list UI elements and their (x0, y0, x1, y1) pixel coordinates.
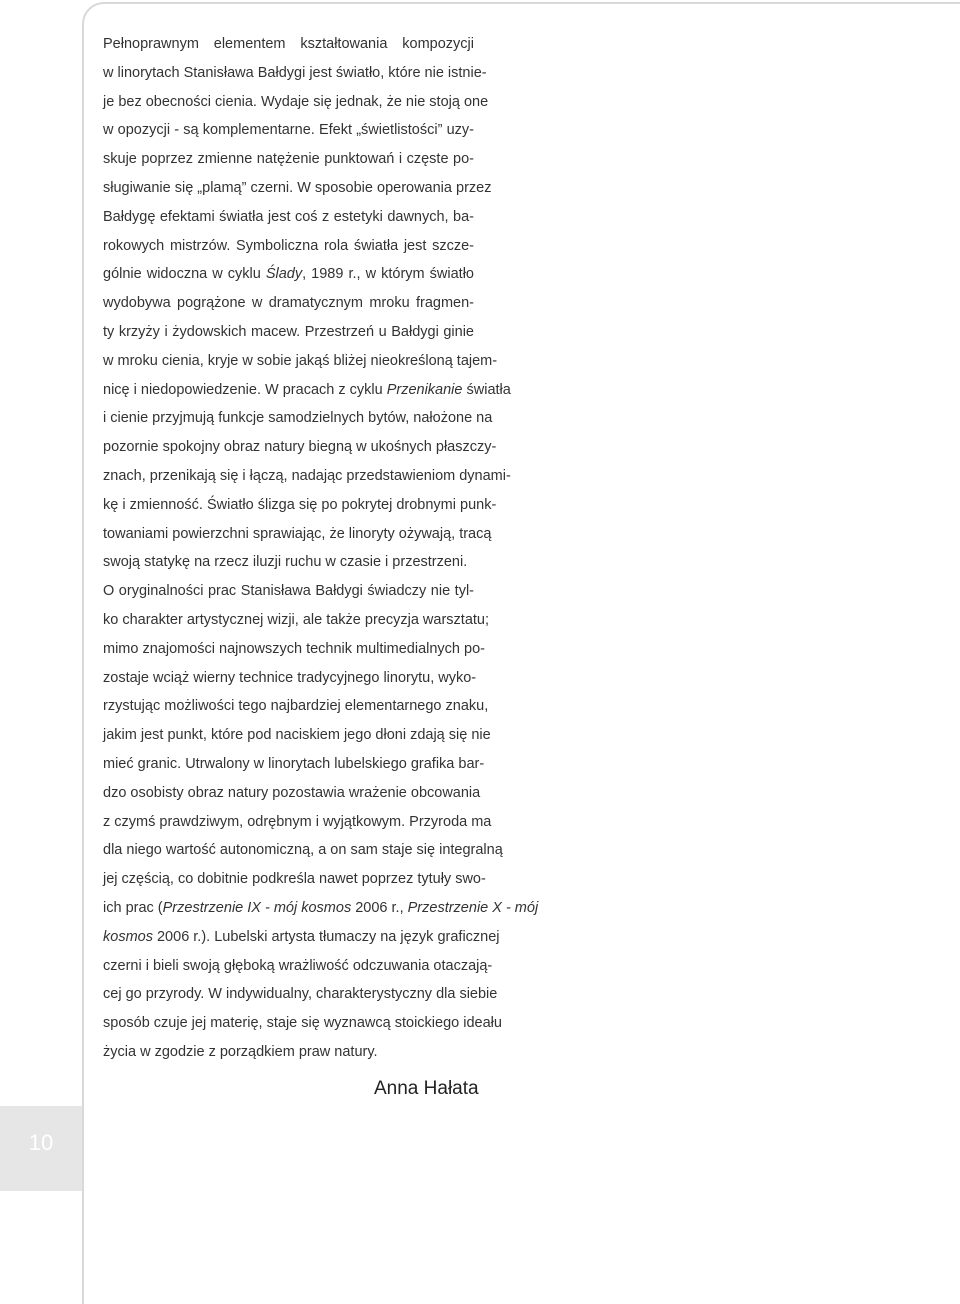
text-line: Bałdygę efektami światła jest coś z estetyki dawnych, ba- (103, 208, 474, 225)
text-line: zostaje wciąż wierny technice tradycyjnego linorytu, wyko- (103, 669, 477, 686)
text-line: cej go przyrody. W indywidualny, charakterystyczny dla siebie (103, 986, 498, 1003)
text-line: mieć granic. Utrwalony w linorytach lubelskiego grafika bar- (103, 755, 485, 772)
text-line: i cienie przyjmują funkcje samodzielnych bytów, nałożone na (103, 410, 493, 427)
text-line: ty krzyży i żydowskich macew. Przestrzeń u Bałdygi ginie (103, 323, 474, 340)
article-body (103, 30, 539, 1067)
text-line: sługiwanie się „plamą” czerni. W sposobie operowania przez (103, 179, 492, 196)
text-line: dzo osobisty obraz natury pozostawia wrażenie obcowania (103, 784, 481, 801)
text-line: skuje poprzez zmienne natężenie punktowań i częste po- (103, 151, 474, 168)
text-line: dla niego wartość autonomiczną, a on sam staje się integralną (103, 842, 503, 859)
text-line: sposób czuje jej materię, staje się wyznawcą stoickiego ideału (103, 1015, 502, 1032)
text-line: O oryginalności prac Stanisława Bałdygi świadczy nie tyl- (103, 583, 474, 600)
text-line: ich prac (Przestrzenie IX - mój kosmos 2006 r., Przestrzenie X - mój (103, 899, 539, 916)
text-line: kę i zmienność. Światło ślizga się po pokrytej drobnymi punk- (103, 496, 497, 513)
paragraph-2 (103, 577, 539, 1067)
text-line: pozornie spokojny obraz natury biegną w ukośnych płaszczy- (103, 439, 497, 456)
italic-title: Przenikanie (386, 381, 463, 398)
text-line: życia w zgodzie z porządkiem praw natury. (103, 1043, 378, 1060)
text-line: je bez obecności cienia. Wydaje się jednak, że nie stoją one (103, 93, 489, 110)
italic-title: Przestrzenie IX - mój kosmos (162, 899, 352, 916)
text-line: jakim jest punkt, które pod naciskiem jego dłoni zdają się nie (103, 727, 491, 744)
text-line: rzystując możliwości tego najbardziej elementarnego znaku, (103, 698, 489, 715)
text-line: w linorytach Stanisława Bałdygi jest światło, które nie istnie- (103, 64, 487, 81)
text-line: w opozycji - są komplementarne. Efekt „świetlistości” uzy- (103, 122, 474, 139)
italic-title: Przestrzenie X - mój (407, 899, 539, 916)
paragraph-1 (103, 30, 511, 577)
text-line: ko charakter artystycznej wizji, ale także precyzja warsztatu; (103, 611, 489, 628)
italic-title: kosmos (103, 928, 153, 945)
text-line: swoją statykę na rzecz iluzji ruchu w czasie i przestrzeni. (103, 554, 468, 571)
text-line: Pełnoprawnym elementem kształtowania kompozycji (103, 36, 474, 52)
text-line: mimo znajomości najnowszych technik multimedialnych po- (103, 640, 485, 657)
text-line: nicę i niedopowiedzenie. W pracach z cyklu Przenikanie światła (103, 381, 511, 398)
text-line: czerni i bieli swoją głęboką wrażliwość odczuwania otaczają- (103, 957, 493, 974)
text-line: rokowych mistrzów. Symboliczna rola światła jest szcze- (103, 237, 474, 254)
text-line: kosmos 2006 r.). Lubelski artysta tłumaczy na język graficznej (103, 928, 500, 945)
italic-title: Ślady (265, 266, 303, 283)
text-line: z czymś prawdziwym, odrębnym i wyjątkowym. Przyroda ma (103, 813, 492, 830)
text-line: w mroku cienia, kryje w sobie jakąś bliżej nieokreśloną tajem- (103, 352, 498, 369)
text-line: towaniami powierzchni sprawiając, że linoryty ożywają, tracą (103, 525, 492, 542)
text-line: jej częścią, co dobitnie podkreśla nawet poprzez tytuły swo- (103, 871, 486, 888)
author-signature: Anna Hałata (374, 1078, 479, 1099)
text-line: znach, przenikają się i łączą, nadając przedstawieniom dynami- (103, 467, 511, 484)
page-number: 10 (28, 1130, 54, 1155)
text-line: gólnie widoczna w cyklu Ślady, 1989 r., w którym światło (103, 266, 474, 283)
text-line: wydobywa pogrążone w dramatycznym mroku fragmen- (103, 295, 474, 312)
